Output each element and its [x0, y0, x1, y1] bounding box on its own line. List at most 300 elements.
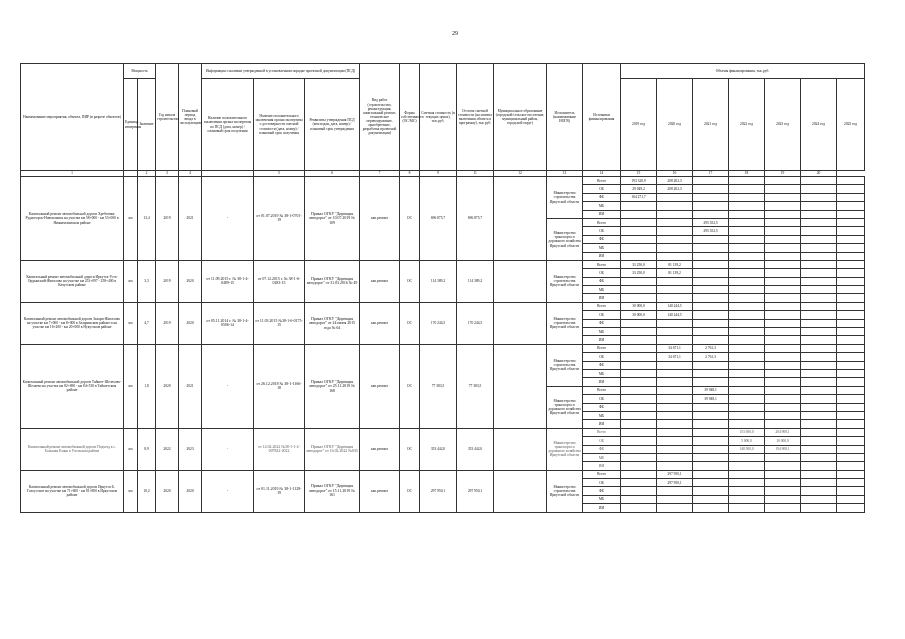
funding-value-cell: [621, 386, 657, 394]
funding-value-cell: [693, 286, 729, 294]
funding-value-cell: [693, 328, 729, 336]
unit-cell: км: [124, 344, 138, 428]
column-number: 19: [765, 171, 801, 177]
funding-value-cell: [837, 294, 865, 302]
header-start-year: Год начала строительства: [156, 64, 179, 171]
funding-value-cell: [837, 395, 865, 403]
start-year-cell: 2020: [156, 344, 179, 428]
plan-year-cell: 2020: [179, 470, 202, 512]
funding-value-cell: [765, 395, 801, 403]
funding-value-cell: [621, 319, 657, 327]
value-cell: 1,8: [138, 344, 156, 428]
cost-cell: 696 875,7: [420, 177, 457, 261]
funding-value-cell: [657, 235, 693, 243]
funding-value-cell: 208 202,3: [657, 177, 693, 185]
ownership-cell: ОС: [400, 470, 420, 512]
funding-value-cell: [801, 269, 837, 277]
funding-value-cell: [801, 311, 837, 319]
funding-value-cell: [801, 445, 837, 453]
funding-value-cell: [621, 235, 657, 243]
funding-value-cell: 39 948,1: [693, 386, 729, 394]
source-cell: ИИ: [583, 210, 621, 218]
funding-value-cell: 30 000,0: [621, 302, 657, 310]
header-work-type: Вид работ (строительство, реконструкция, капитальный ремонт, техническое перевооружение, приобретение, разработка проектной документации): [360, 64, 400, 171]
plan-year-cell: 2021: [179, 344, 202, 428]
funding-value-cell: [837, 344, 865, 352]
funding-value-cell: [801, 437, 837, 445]
funding-value-cell: [765, 386, 801, 394]
table-row: [21, 177, 865, 185]
funding-value-cell: 33 250,0: [621, 260, 657, 268]
funding-value-cell: [765, 185, 801, 193]
funding-value-cell: [765, 495, 801, 503]
funding-value-cell: [657, 252, 693, 260]
estimate-cell: от 07.12.2015 г. № 38-1-6-0283-15: [254, 260, 305, 302]
funding-value-cell: [729, 218, 765, 226]
funding-value-cell: [765, 369, 801, 377]
funding-value-cell: [693, 302, 729, 310]
source-cell: ИИ: [583, 252, 621, 260]
source-cell: Всего: [583, 470, 621, 478]
funding-value-cell: 34 671,1: [657, 344, 693, 352]
executor-cell: Министерство строительства Иркутской области: [547, 470, 583, 512]
approval-cell: Приказ ОГКУ "Дирекция автодорог" от 24 июня 2015 года № 64: [305, 302, 360, 344]
funding-value-cell: [693, 369, 729, 377]
remaining-cell: 170 244,5: [457, 302, 494, 344]
header-approval: Реквизиты утверждения ПСД (кем издан, дата, номер) / плановый срок утверждения: [305, 79, 360, 171]
source-cell: ФБ: [583, 319, 621, 327]
header-executor: Исполнитель (наименование ИОГВ): [547, 64, 583, 171]
funding-value-cell: [801, 479, 837, 487]
funding-value-cell: [801, 302, 837, 310]
funding-value-cell: [837, 177, 865, 185]
cost-cell: 114 389,2: [420, 260, 457, 302]
source-cell: Всего: [583, 218, 621, 226]
funding-value-cell: [657, 445, 693, 453]
source-cell: ИИ: [583, 336, 621, 344]
funding-value-cell: [657, 495, 693, 503]
funding-value-cell: [729, 344, 765, 352]
value-cell: 8,9: [138, 428, 156, 470]
funding-value-cell: [837, 495, 865, 503]
unit-cell: км: [124, 302, 138, 344]
start-year-cell: 2020: [156, 470, 179, 512]
source-cell: МБ: [583, 202, 621, 210]
start-year-cell: 2019: [156, 260, 179, 302]
header-expert: Наличие положительного заключения органа экспертизы по ПСД (дата, номер) / плановый срок получения: [202, 79, 254, 171]
estimate-cell: от 14.02.2022 №38-1-1-2-007822-2022: [254, 428, 305, 470]
source-cell: ОБ: [583, 437, 621, 445]
funding-value-cell: [729, 269, 765, 277]
expert-cell: -: [202, 470, 254, 512]
table-row: [21, 302, 865, 310]
executor-cell: Министерство строительства Иркутской области: [547, 260, 583, 302]
object-name-cell: Капитальный ремонт автомобильной дороги Иркутск-Усть-Ордынский-Жигалово на участке км 253+097 - 258+400 в Качугском районе: [21, 260, 124, 302]
remaining-cell: 353 442,0: [457, 428, 494, 470]
funding-value-cell: [765, 252, 801, 260]
funding-value-cell: [801, 260, 837, 268]
funding-value-cell: [693, 437, 729, 445]
funding-value-cell: [729, 227, 765, 235]
source-cell: ОБ: [583, 311, 621, 319]
work-type-cell: кап.ремонт: [360, 470, 400, 512]
funding-value-cell: [657, 420, 693, 428]
column-number: 7: [360, 171, 400, 177]
header-year-2019: 2019 год: [621, 79, 657, 171]
funding-value-cell: [765, 504, 801, 512]
funding-value-cell: [621, 437, 657, 445]
funding-value-cell: [837, 420, 865, 428]
funding-value-cell: [765, 302, 801, 310]
funding-value-cell: [765, 311, 801, 319]
funding-value-cell: [801, 319, 837, 327]
header-ownership: Форма собственности (ОС/МС): [400, 64, 420, 171]
funding-value-cell: [801, 487, 837, 495]
funding-value-cell: [801, 353, 837, 361]
funding-value-cell: 29 049,2: [621, 185, 657, 193]
source-cell: ФБ: [583, 403, 621, 411]
funding-value-cell: [801, 210, 837, 218]
funding-value-cell: 194 908,1: [765, 445, 801, 453]
column-number: 9: [420, 171, 457, 177]
funding-value-cell: [765, 202, 801, 210]
funding-value-cell: [837, 453, 865, 461]
funding-value-cell: [801, 235, 837, 243]
header-year-2020: 2020 год: [657, 79, 693, 171]
estimate-cell: от 11.03.2015 №38-1-6-0175-15: [254, 302, 305, 344]
work-type-cell: кап.ремонт: [360, 260, 400, 302]
source-cell: Всего: [583, 302, 621, 310]
column-number: 1: [21, 171, 124, 177]
funding-value-cell: [837, 336, 865, 344]
funding-value-cell: [801, 420, 837, 428]
header-source: Источники финансирования: [583, 64, 621, 171]
funding-value-cell: [729, 495, 765, 503]
funding-value-cell: [765, 193, 801, 201]
funding-value-cell: [729, 177, 765, 185]
source-cell: ФБ: [583, 361, 621, 369]
header-unit: Единица измерения: [124, 79, 138, 171]
funding-value-cell: 81 139,2: [657, 260, 693, 268]
funding-value-cell: [765, 260, 801, 268]
approval-cell: Приказ ОГКУ "Дирекция автодорог" от 15.11.2019 № 161: [305, 470, 360, 512]
source-cell: МБ: [583, 244, 621, 252]
unit-cell: км: [124, 260, 138, 302]
estimate-cell: от 01.07.2019 № 38-1-0701-19: [254, 177, 305, 261]
funding-value-cell: [729, 260, 765, 268]
funding-value-cell: [693, 428, 729, 436]
funding-value-cell: 204 908,1: [765, 428, 801, 436]
funding-value-cell: [837, 260, 865, 268]
funding-value-cell: [765, 487, 801, 495]
funding-value-cell: [693, 269, 729, 277]
expert-cell: -: [202, 344, 254, 428]
funding-value-cell: [837, 319, 865, 327]
funding-value-cell: [837, 202, 865, 210]
municipality-cell: [494, 260, 547, 302]
municipality-cell: [494, 302, 547, 344]
work-type-cell: кап.ремонт: [360, 344, 400, 428]
column-number: 20: [801, 171, 837, 177]
source-cell: МБ: [583, 286, 621, 294]
table-row: [21, 344, 865, 352]
executor-cell: Министерство транспорта и дорожного хозяйства Иркутской области: [547, 218, 583, 260]
funding-value-cell: [621, 244, 657, 252]
funding-value-cell: [801, 495, 837, 503]
expert-cell: -: [202, 428, 254, 470]
source-cell: ОБ: [583, 353, 621, 361]
source-cell: ИИ: [583, 420, 621, 428]
funding-value-cell: [765, 286, 801, 294]
funding-value-cell: [621, 428, 657, 436]
plan-year-cell: 2020: [179, 302, 202, 344]
funding-value-cell: [693, 202, 729, 210]
funding-value-cell: [693, 420, 729, 428]
funding-value-cell: [729, 185, 765, 193]
funding-value-cell: [801, 185, 837, 193]
funding-value-cell: [837, 487, 865, 495]
funding-value-cell: [657, 411, 693, 419]
header-year-2025: 2025 год: [837, 79, 865, 171]
header-funding: Объемы финансирования, тыс.руб.: [621, 64, 865, 79]
unit-cell: км: [124, 470, 138, 512]
column-number: 14: [583, 171, 621, 177]
column-number: 15: [621, 171, 657, 177]
source-cell: Всего: [583, 386, 621, 394]
funding-value-cell: [801, 369, 837, 377]
unit-cell: км: [124, 177, 138, 261]
estimate-cell: от 01.11.2019 № 38-1-1128-19: [254, 470, 305, 512]
municipality-cell: [494, 177, 547, 261]
executor-cell: Министерство строительства Иркутской области: [547, 177, 583, 219]
funding-value-cell: [693, 193, 729, 201]
funding-value-cell: [765, 479, 801, 487]
funding-value-cell: [657, 193, 693, 201]
funding-value-cell: [837, 227, 865, 235]
funding-value-cell: [657, 286, 693, 294]
funding-value-cell: [837, 386, 865, 394]
funding-value-cell: 148 500,0: [729, 445, 765, 453]
funding-value-cell: [693, 244, 729, 252]
funding-value-cell: [621, 403, 657, 411]
funding-value-cell: [729, 487, 765, 495]
column-number: 4: [179, 171, 202, 177]
funding-value-cell: [693, 277, 729, 285]
approval-cell: Приказ ОГКУ "Дирекция автодорог" от 31.03.2016 № 49: [305, 260, 360, 302]
funding-value-cell: [729, 210, 765, 218]
municipality-cell: [494, 470, 547, 512]
header-estimate: Наличие положительного заключения органа экспертизы о достоверности сметной стоимости (дата, номер) / плановый срок получения: [254, 79, 305, 171]
funding-value-cell: [657, 227, 693, 235]
source-cell: ОБ: [583, 395, 621, 403]
column-number: 13: [547, 171, 583, 177]
funding-value-cell: [837, 210, 865, 218]
funding-value-cell: [837, 437, 865, 445]
funding-value-cell: [801, 344, 837, 352]
funding-value-cell: [801, 193, 837, 201]
funding-value-cell: [765, 269, 801, 277]
page-number: 29: [452, 31, 458, 37]
funding-value-cell: [837, 185, 865, 193]
funding-value-cell: [765, 336, 801, 344]
funding-value-cell: [657, 244, 693, 252]
funding-value-cell: [801, 244, 837, 252]
funding-value-cell: [657, 218, 693, 226]
funding-value-cell: [765, 453, 801, 461]
remaining-cell: 114 389,2: [457, 260, 494, 302]
funding-value-cell: [621, 210, 657, 218]
funding-value-cell: 208 202,3: [657, 185, 693, 193]
column-number: 8: [400, 171, 420, 177]
funding-value-cell: [621, 420, 657, 428]
funding-value-cell: [729, 336, 765, 344]
funding-value-cell: 140 244,5: [657, 311, 693, 319]
table-row: [21, 470, 865, 478]
funding-value-cell: [621, 328, 657, 336]
funding-value-cell: [801, 252, 837, 260]
funding-value-cell: [729, 193, 765, 201]
expert-cell: от 11.09.2015 г. № 38-1-4-0489-15: [202, 260, 254, 302]
funding-value-cell: [837, 479, 865, 487]
funding-value-cell: [693, 445, 729, 453]
cost-cell: 353 442,0: [420, 428, 457, 470]
funding-value-cell: [837, 311, 865, 319]
funding-value-cell: 193 320,9: [621, 177, 657, 185]
header-plan-year: Плановый период ввода в эксплуатацию: [179, 64, 202, 171]
funding-value-cell: [837, 235, 865, 243]
source-cell: ОБ: [583, 227, 621, 235]
funding-value-cell: [765, 328, 801, 336]
funding-value-cell: 2 761,3: [693, 344, 729, 352]
funding-value-cell: [729, 286, 765, 294]
cost-cell: 170 244,5: [420, 302, 457, 344]
funding-value-cell: [837, 277, 865, 285]
funding-value-cell: [765, 294, 801, 302]
funding-value-cell: [729, 403, 765, 411]
funding-value-cell: [621, 218, 657, 226]
work-type-cell: кап.ремонт: [360, 428, 400, 470]
funding-value-cell: [801, 328, 837, 336]
source-cell: ОБ: [583, 479, 621, 487]
funding-value-cell: [693, 462, 729, 470]
funding-value-cell: 5 000,0: [729, 437, 765, 445]
source-cell: Всего: [583, 260, 621, 268]
funding-value-cell: [837, 378, 865, 386]
funding-value-cell: [729, 378, 765, 386]
header-remaining-cost: Остаток сметной стоимости (на момент включения объекта в программу), тыс.руб.: [457, 64, 494, 171]
funding-value-cell: [657, 428, 693, 436]
funding-value-cell: [657, 453, 693, 461]
ownership-cell: ОС: [400, 260, 420, 302]
funding-value-cell: [837, 269, 865, 277]
funding-value-cell: [693, 361, 729, 369]
object-name-cell: Капитальный ремонт автомобильной дороги Хребтовая-Рудногорск-Новоилимск на участке км 58+000 - км 53+000 в Нижнеилимском районе: [21, 177, 124, 261]
funding-value-cell: [621, 294, 657, 302]
funding-value-cell: [729, 277, 765, 285]
source-cell: МБ: [583, 495, 621, 503]
funding-value-cell: [729, 479, 765, 487]
funding-value-cell: [693, 210, 729, 218]
funding-value-cell: [657, 504, 693, 512]
funding-value-cell: 33 250,0: [621, 269, 657, 277]
value-cell: 4,7: [138, 302, 156, 344]
funding-value-cell: [621, 336, 657, 344]
funding-value-cell: [729, 470, 765, 478]
source-cell: ФБ: [583, 277, 621, 285]
funding-value-cell: [765, 420, 801, 428]
expert-cell: от 05.11.2014 г. № 38-1-4-0506-14: [202, 302, 254, 344]
funding-value-cell: [729, 420, 765, 428]
funding-value-cell: [765, 470, 801, 478]
funding-value-cell: [621, 378, 657, 386]
funding-value-cell: [801, 177, 837, 185]
funding-value-cell: [801, 286, 837, 294]
funding-value-cell: [801, 202, 837, 210]
funding-value-cell: [729, 462, 765, 470]
funding-value-cell: [693, 495, 729, 503]
plan-year-cell: 2020: [179, 260, 202, 302]
ownership-cell: ОС: [400, 428, 420, 470]
funding-value-cell: [693, 378, 729, 386]
funding-value-cell: 81 139,2: [657, 269, 693, 277]
funding-value-cell: [801, 462, 837, 470]
funding-value-cell: [693, 336, 729, 344]
funding-value-cell: [621, 353, 657, 361]
funding-value-cell: [801, 378, 837, 386]
expert-cell: -: [202, 177, 254, 261]
funding-value-cell: [657, 294, 693, 302]
source-cell: Всего: [583, 177, 621, 185]
funding-value-cell: [765, 319, 801, 327]
funding-value-cell: [693, 294, 729, 302]
funding-value-cell: [693, 479, 729, 487]
object-name-cell: Капитальный ремонт автомобильной дороги Тайшет-Шелехово-Шелаево на участке км 82+690 - км 84+530 в Тайшетском районе: [21, 344, 124, 428]
funding-value-cell: [693, 487, 729, 495]
funding-value-cell: [729, 369, 765, 377]
funding-value-cell: [693, 504, 729, 512]
source-cell: МБ: [583, 453, 621, 461]
ownership-cell: ОС: [400, 344, 420, 428]
funding-value-cell: [657, 378, 693, 386]
funding-value-cell: [621, 369, 657, 377]
funding-value-cell: [693, 403, 729, 411]
header-year-2024: 2024 год: [801, 79, 837, 171]
funding-value-cell: 30 000,0: [621, 311, 657, 319]
funding-value-cell: [621, 462, 657, 470]
funding-value-cell: [801, 336, 837, 344]
funding-value-cell: [765, 235, 801, 243]
funding-value-cell: [837, 218, 865, 226]
unit-cell: км: [124, 428, 138, 470]
source-cell: Всего: [583, 428, 621, 436]
funding-value-cell: [729, 328, 765, 336]
header-name: Наименование мероприятия, объекта, ПИР (в разрезе объектов): [21, 64, 124, 171]
cost-cell: 297 950,1: [420, 470, 457, 512]
funding-value-cell: [729, 252, 765, 260]
funding-value-cell: [837, 353, 865, 361]
funding-value-cell: [801, 386, 837, 394]
funding-value-cell: [801, 470, 837, 478]
funding-value-cell: [621, 277, 657, 285]
funding-value-cell: [837, 193, 865, 201]
source-cell: ФБ: [583, 235, 621, 243]
funding-value-cell: [801, 361, 837, 369]
source-cell: МБ: [583, 328, 621, 336]
financing-table: [20, 63, 865, 513]
cost-cell: 77 383,5: [420, 344, 457, 428]
funding-value-cell: [621, 487, 657, 495]
funding-value-cell: 10 000,0: [765, 437, 801, 445]
